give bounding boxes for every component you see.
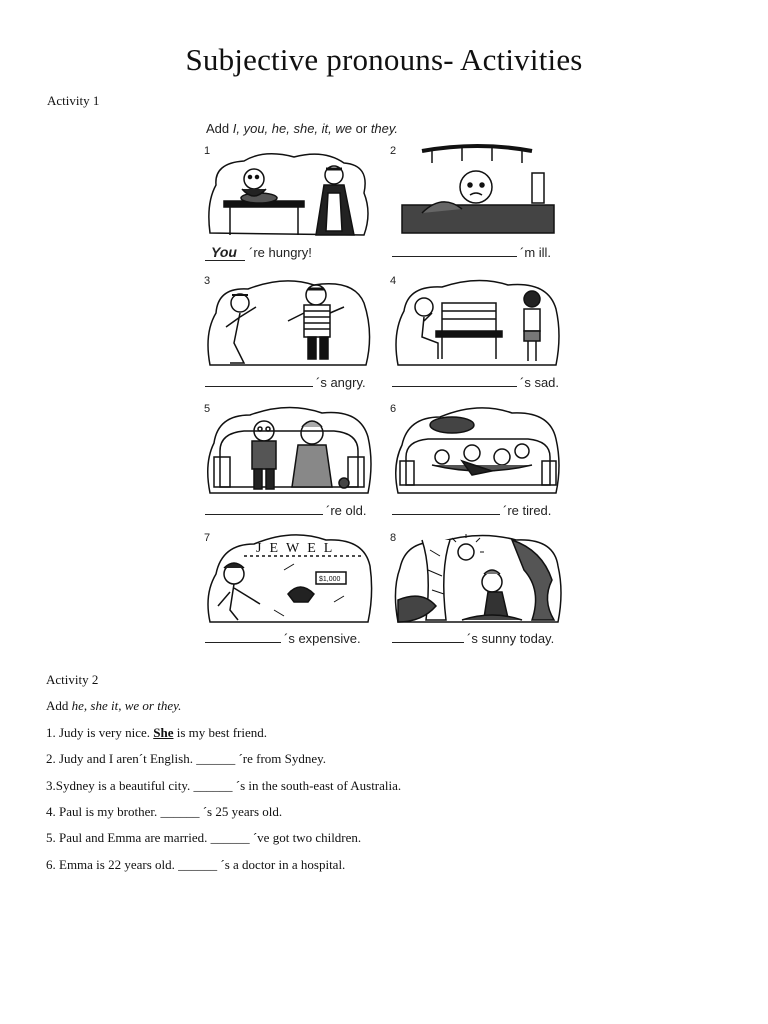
exercise-line-3: 3.Sydney is a beautiful city. ______ ´s in the south-east of Australia. (46, 777, 402, 793)
instruction-prefix: Add (206, 121, 230, 136)
caption-text: ´m ill. (520, 245, 552, 260)
panel-number: 5 (204, 403, 211, 415)
answer-blank (392, 374, 517, 387)
caption-text: ´re old. (326, 503, 367, 518)
panel-4-illustration (392, 273, 564, 373)
activity-1-worksheet (200, 118, 570, 653)
panel-number: 7 (204, 532, 211, 544)
activity-1-instruction (206, 121, 398, 136)
panel-number: 6 (390, 403, 397, 415)
panel-number: 8 (390, 532, 397, 544)
panel-8-illustration (392, 530, 564, 630)
instruction-prefix: Add (46, 698, 69, 714)
example-answer: She (153, 724, 174, 740)
activity-2-section (46, 667, 646, 878)
exercise-line-2: 2. Judy and I aren´t English. ______ ´re from Sydney. (46, 751, 327, 767)
price-tag-text: $1,000 (319, 576, 341, 583)
panel-number: 2 (390, 145, 397, 157)
panel-2-caption (392, 244, 551, 260)
panel-8-caption (392, 630, 554, 646)
line-text-before: 1. Judy is very nice. (46, 724, 154, 740)
panel-number: 4 (390, 275, 397, 287)
caption-text: ´re hungry! (249, 245, 312, 260)
activity-1-label: Activity 1 (47, 93, 100, 108)
caption-text: ´s sunny today. (467, 631, 555, 646)
instruction-last: they. (370, 121, 399, 136)
panel-3-illustration (204, 273, 376, 373)
panel-6-caption (392, 502, 551, 518)
caption-text: ´s expensive. (284, 631, 361, 646)
panel-5-illustration (204, 401, 376, 501)
line-text-after: is my best friend. (173, 724, 267, 740)
activity-2-instruction (46, 693, 646, 719)
panel-number: 1 (204, 145, 211, 157)
instruction-or: or (355, 121, 368, 136)
page-title: Subjective pronouns- Activities (185, 42, 583, 77)
answer-blank (392, 244, 517, 257)
example-answer: You (205, 244, 245, 261)
answer-blank (205, 502, 323, 515)
answer-blank (205, 630, 281, 643)
panel-6-illustration (392, 401, 564, 501)
exercise-line-1 (46, 720, 646, 746)
panel-1-caption (205, 244, 312, 261)
panel-7-caption (205, 630, 361, 646)
exercise-line-5: 5. Paul and Emma are married. ______ ´ve got two children. (46, 830, 362, 846)
answer-blank (392, 630, 464, 643)
panel-3-caption (205, 374, 366, 390)
exercise-line-4: 4. Paul is my brother. ______ ´s 25 years old. (46, 804, 283, 820)
panel-7-illustration (204, 530, 376, 630)
caption-text: ´s angry. (316, 375, 366, 390)
activity-2-label: Activity 2 (46, 672, 99, 687)
answer-blank (392, 502, 500, 515)
answer-blank (205, 374, 313, 387)
exercise-line-6: 6. Emma is 22 years old. ______ ´s a doctor in a hospital. (46, 856, 346, 872)
instruction-pronouns: he, she it, we or they. (71, 698, 182, 714)
panel-number: 3 (204, 275, 211, 287)
instruction-pronouns: I, you, he, she, it, we (232, 121, 352, 136)
shop-sign-text: JEWEL (256, 541, 341, 556)
panel-1-illustration (204, 143, 376, 243)
panel-5-caption (205, 502, 366, 518)
caption-text: ´re tired. (503, 503, 552, 518)
panel-2-illustration (392, 143, 564, 243)
panel-4-caption (392, 374, 559, 390)
caption-text: ´s sad. (520, 375, 560, 390)
